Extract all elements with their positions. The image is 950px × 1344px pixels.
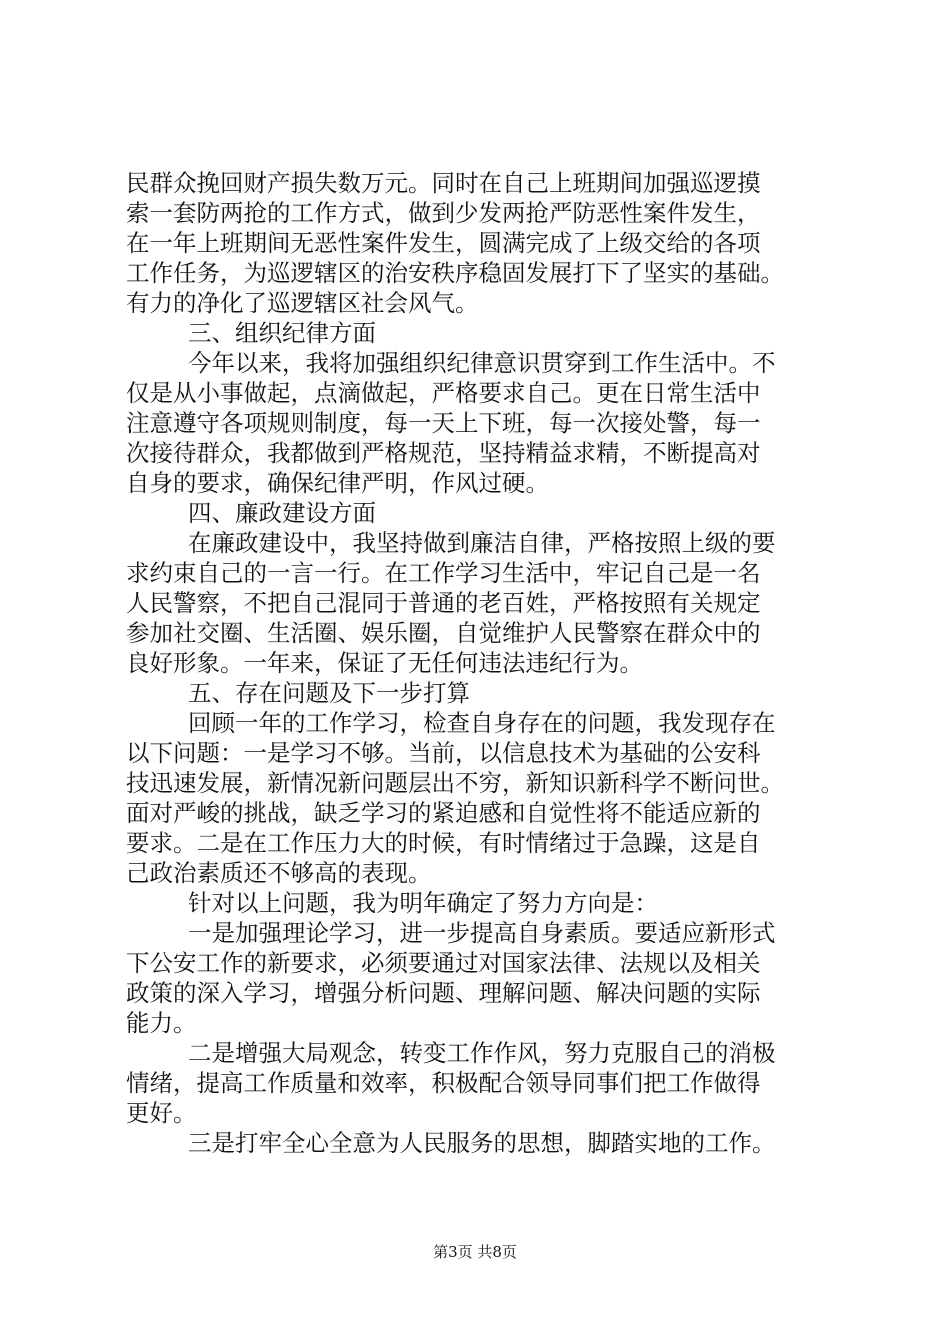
text-line: 二是增强大局观念，转变工作作风，努力克服自己的消极 [188, 1039, 776, 1067]
text-line: 在一年上班期间无恶性案件发生，圆满完成了上级交给的各项 [126, 229, 761, 257]
text-line: 回顾一年的工作学习，检查自身存在的问题，我发现存在 [188, 709, 776, 737]
text-line: 自身的要求，确保纪律严明，作风过硬。 [126, 469, 549, 497]
text-line: 良好形象。一年来，保证了无任何违法违纪行为。 [126, 649, 643, 677]
text-line: 一是加强理论学习，进一步提高自身素质。要适应新形式 [188, 919, 776, 947]
text-line: 下公安工作的新要求，必须要通过对国家法律、法规以及相关 [126, 949, 761, 977]
text-line: 情绪，提高工作质量和效率，积极配合领导同事们把工作做得 [126, 1069, 761, 1097]
text-line: 民群众挽回财产损失数万元。同时在自己上班期间加强巡逻摸 [126, 169, 761, 197]
text-line: 面对严峻的挑战，缺乏学习的紧迫感和自觉性将不能适应新的 [126, 799, 761, 827]
text-line: 工作任务，为巡逻辖区的治安秩序稳固发展打下了坚实的基础。 [126, 259, 784, 287]
text-line: 要求。二是在工作压力大的时候，有时情绪过于急躁，这是自 [126, 829, 761, 857]
text-line: 针对以上问题，我为明年确定了努力方向是： [188, 889, 658, 917]
text-line: 技迅速发展，新情况新问题层出不穷，新知识新科学不断问世。 [126, 769, 784, 797]
text-line: 参加社交圈、生活圈、娱乐圈，自觉维护人民警察在群众中的 [126, 619, 761, 647]
text-line: 在廉政建设中，我坚持做到廉洁自律，严格按照上级的要 [188, 529, 776, 557]
document-body [126, 168, 846, 1158]
text-line: 更好。 [126, 1099, 197, 1127]
text-line: 注意遵守各项规则制度，每一天上下班，每一次接处警，每一 [126, 409, 761, 437]
text-line: 三、组织纪律方面 [188, 319, 376, 347]
text-line: 仅是从小事做起，点滴做起，严格要求自己。更在日常生活中 [126, 379, 761, 407]
text-line: 今年以来，我将加强组织纪律意识贯穿到工作生活中。不 [188, 349, 776, 377]
text-line: 索一套防两抢的工作方式，做到少发两抢严防恶性案件发生， [126, 199, 761, 227]
text-line: 求约束自己的一言一行。在工作学习生活中，牢记自己是一名 [126, 559, 761, 587]
text-line: 能力。 [126, 1009, 197, 1037]
text-line: 政策的深入学习，增强分析问题、理解问题、解决问题的实际 [126, 979, 761, 1007]
text-line: 人民警察，不把自己混同于普通的老百姓，严格按照有关规定 [126, 589, 761, 617]
text-line: 次接待群众，我都做到严格规范，坚持精益求精，不断提高对 [126, 439, 761, 467]
text-line: 以下问题：一是学习不够。当前，以信息技术为基础的公安科 [126, 739, 761, 767]
page-number-footer: 第3页 共8页 [433, 1243, 517, 1261]
text-line: 有力的净化了巡逻辖区社会风气。 [126, 289, 479, 317]
text-line: 五、存在问题及下一步打算 [188, 679, 470, 707]
text-line: 四、廉政建设方面 [188, 499, 376, 527]
text-line: 己政治素质还不够高的表现。 [126, 859, 432, 887]
text-line: 三是打牢全心全意为人民服务的思想，脚踏实地的工作。 [188, 1129, 776, 1157]
